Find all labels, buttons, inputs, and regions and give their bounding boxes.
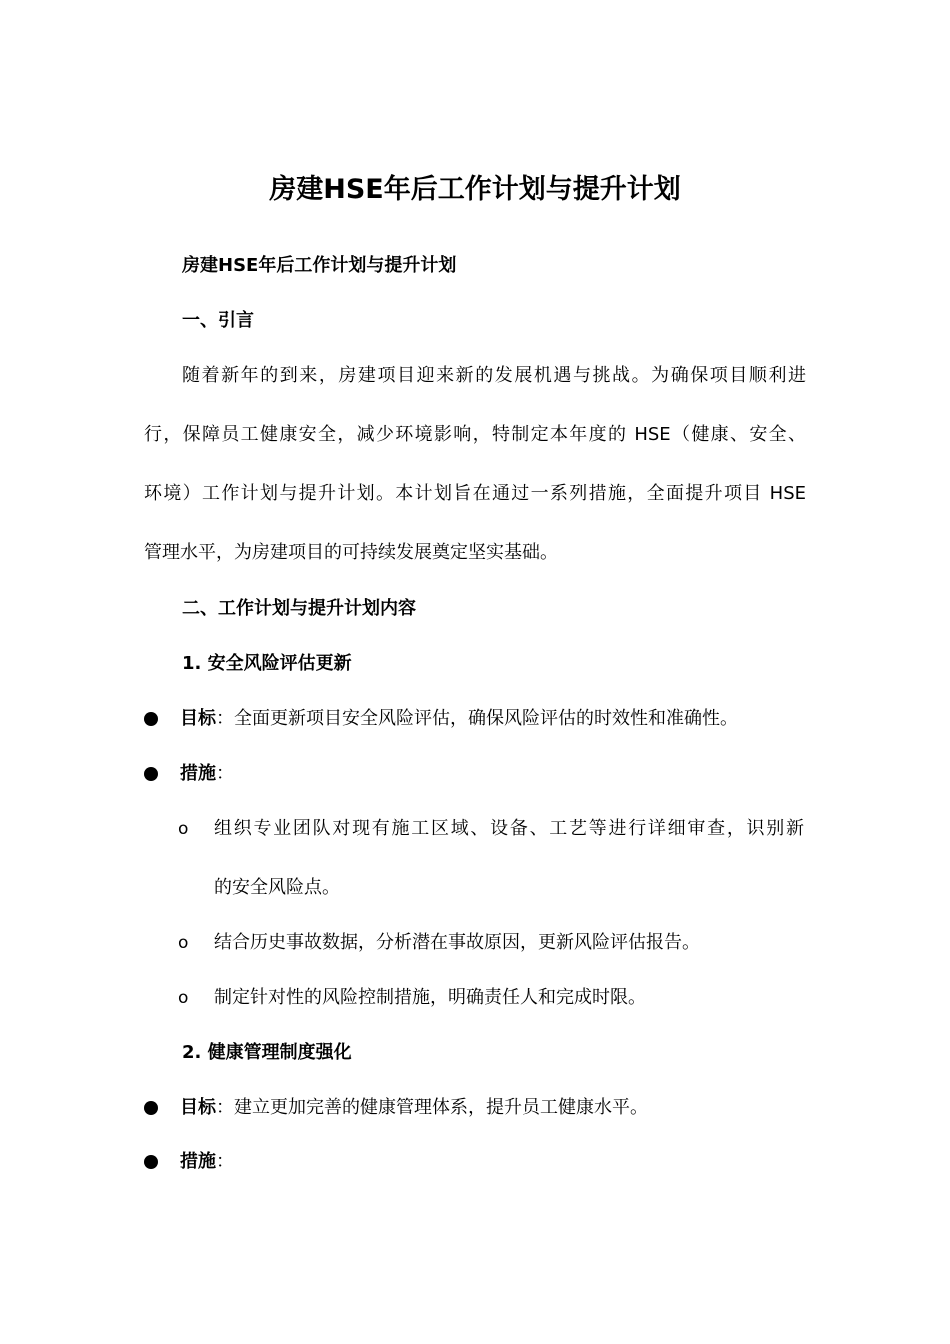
item-heading-health-management: 2. 健康管理制度强化: [182, 1042, 352, 1063]
measures-item: [180, 759, 234, 789]
sub-item-line: 组织专业团队对现有施工区域、设备、工艺等进行详细审查，识别新: [214, 818, 804, 839]
bullet-icon: [144, 712, 158, 726]
bullet-icon: [144, 1101, 158, 1115]
sub-item-line: 结合历史事故数据，分析潜在事故原因，更新风险评估报告。: [214, 932, 700, 953]
goal-text: ：建立更加完善的健康管理体系，提升员工健康水平。: [216, 1097, 648, 1118]
sub-bullet-icon: o: [178, 819, 189, 839]
measures-colon: ：: [216, 763, 234, 784]
bullet-icon: [144, 767, 158, 781]
measures-label: 措施: [180, 763, 216, 784]
document-subtitle: 房建HSE年后工作计划与提升计划: [182, 255, 457, 276]
item-heading-risk-assessment: 1. 安全风险评估更新: [182, 653, 352, 674]
goal-text: ：全面更新项目安全风险评估，确保风险评估的时效性和准确性。: [216, 708, 738, 729]
paragraph-line: 环境）工作计划与提升计划。本计划旨在通过一系列措施，全面提升项目 HSE: [144, 483, 806, 504]
goal-label: 目标: [180, 1097, 216, 1118]
measures-item: [180, 1147, 234, 1177]
measures-colon: ：: [216, 1151, 234, 1172]
measures-label: 措施: [180, 1151, 216, 1172]
paragraph-line: 随着新年的到来，房建项目迎来新的发展机遇与挑战。为确保项目顺利进: [182, 365, 806, 386]
paragraph-line: 管理水平，为房建项目的可持续发展奠定坚实基础。: [144, 542, 558, 563]
paragraph-line: 行，保障员工健康安全，减少环境影响，特制定本年度的 HSE（健康、安全、: [144, 424, 806, 445]
section-heading-intro: 一、引言: [182, 310, 254, 331]
sub-item-line: 的安全风险点。: [214, 877, 340, 898]
sub-bullet-icon: o: [178, 933, 189, 953]
goal-item: [180, 704, 738, 734]
document-title: 房建HSE年后工作计划与提升计划: [269, 174, 681, 205]
goal-item: [180, 1093, 648, 1123]
goal-label: 目标: [180, 708, 216, 729]
section-heading-plan: 二、工作计划与提升计划内容: [182, 598, 416, 619]
sub-item-line: 制定针对性的风险控制措施，明确责任人和完成时限。: [214, 987, 646, 1008]
sub-bullet-icon: o: [178, 988, 189, 1008]
bullet-icon: [144, 1155, 158, 1169]
